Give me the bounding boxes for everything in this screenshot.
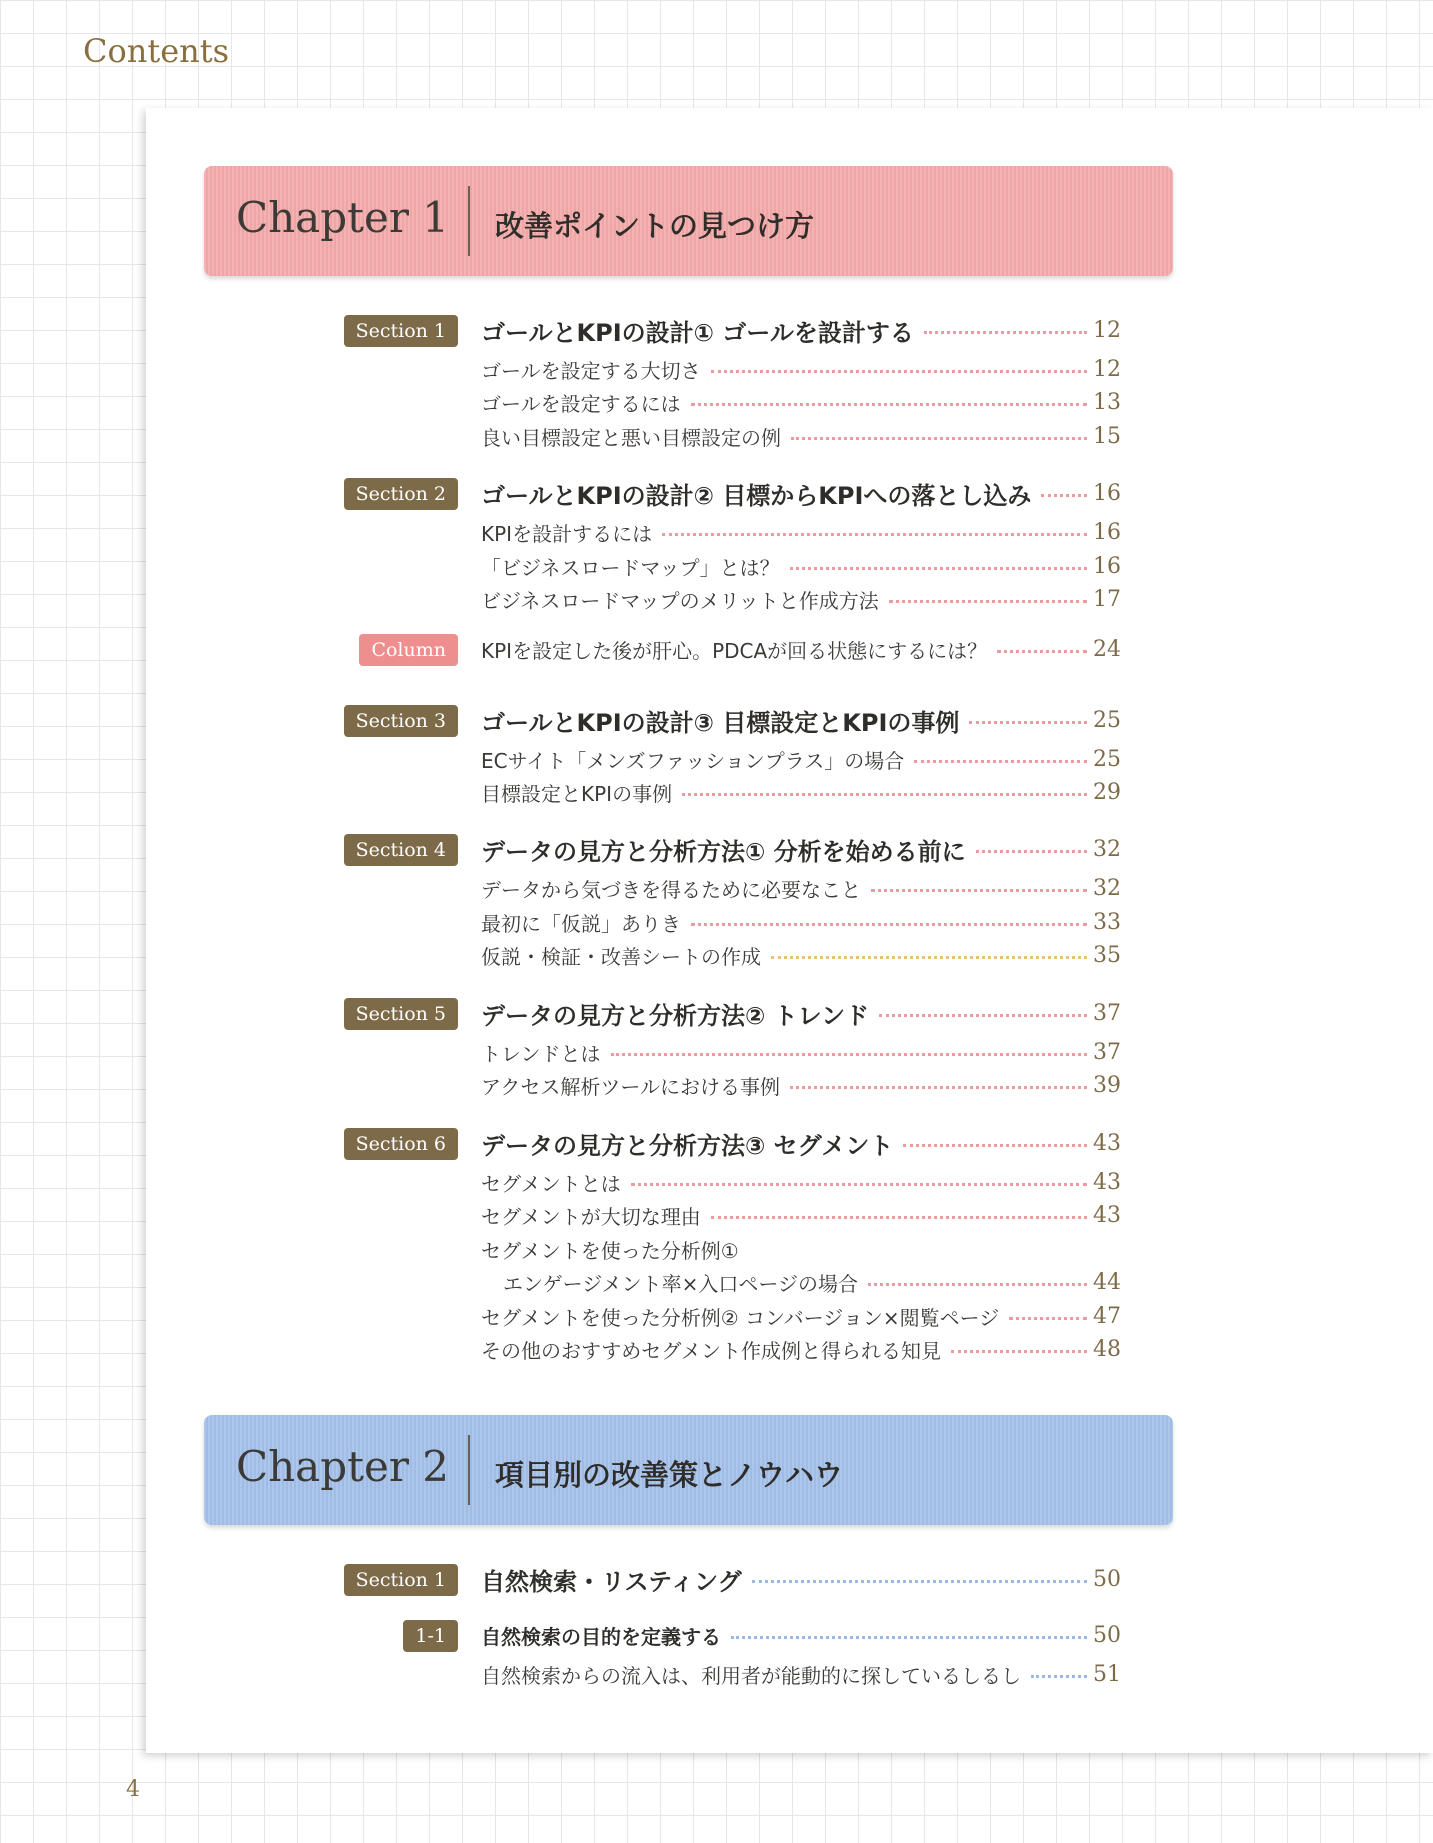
column-badge: Column bbox=[359, 634, 458, 666]
chapter-1-number: Chapter 1 bbox=[236, 193, 449, 242]
subsection-badge: 1-1 bbox=[403, 1620, 458, 1652]
dot-leader bbox=[976, 850, 1087, 853]
dot-leader bbox=[662, 533, 1087, 536]
dot-leader bbox=[790, 1086, 1087, 1089]
page-number: 50 bbox=[1093, 1622, 1121, 1648]
toc-entry[interactable] bbox=[481, 870, 1121, 906]
toc-entry[interactable] bbox=[481, 1331, 1121, 1367]
dot-leader bbox=[1041, 494, 1087, 497]
page-number: 13 bbox=[1093, 389, 1121, 415]
entry-title: ゴールを設定するには bbox=[481, 391, 681, 416]
page-number-footer: 4 bbox=[126, 1777, 140, 1802]
dot-leader bbox=[879, 1014, 1087, 1017]
toc-entry[interactable] bbox=[481, 548, 1121, 584]
entry-title: 「ビジネスロードマップ」とは？ bbox=[481, 555, 780, 580]
page-number: 37 bbox=[1093, 1000, 1121, 1026]
dot-leader bbox=[682, 793, 1087, 796]
toc-entry[interactable] bbox=[481, 741, 1121, 777]
entry-title: ゴールとKPIの設計③ 目標設定とKPIの事例 bbox=[481, 708, 960, 737]
page-number: 12 bbox=[1093, 356, 1121, 382]
section-badge: Section 6 bbox=[344, 1128, 458, 1160]
page-number: 43 bbox=[1093, 1169, 1121, 1195]
section-badge: Section 1 bbox=[344, 315, 458, 347]
dot-leader bbox=[752, 1580, 1087, 1583]
entry-title: セグメントを使った分析例① bbox=[481, 1238, 739, 1263]
dot-leader bbox=[631, 1183, 1087, 1186]
page-number: 25 bbox=[1093, 746, 1121, 772]
entry-title: セグメントが大切な理由 bbox=[481, 1204, 701, 1229]
toc-section-entry[interactable] bbox=[481, 1125, 1121, 1161]
dot-leader bbox=[868, 1283, 1087, 1286]
section-badge: Section 1 bbox=[344, 1564, 458, 1596]
toc-entry[interactable] bbox=[481, 937, 1121, 973]
page-number: 29 bbox=[1093, 779, 1121, 805]
page-number: 16 bbox=[1093, 480, 1121, 506]
entry-title: KPIを設計するには bbox=[481, 521, 653, 546]
toc-entry[interactable] bbox=[481, 418, 1121, 454]
toc-entry[interactable] bbox=[481, 514, 1121, 550]
toc-entry[interactable] bbox=[481, 774, 1121, 810]
toc-entry[interactable] bbox=[481, 1264, 1121, 1300]
entry-title: エンゲージメント率×入口ページの場合 bbox=[503, 1271, 858, 1296]
section-badge: Section 4 bbox=[344, 834, 458, 866]
toc-section-entry[interactable] bbox=[481, 831, 1121, 867]
entry-title: ゴールを設定する大切さ bbox=[481, 358, 701, 383]
page-number: 25 bbox=[1093, 707, 1121, 733]
section-badge: Section 3 bbox=[344, 705, 458, 737]
dot-leader bbox=[924, 331, 1087, 334]
page-number: 16 bbox=[1093, 519, 1121, 545]
chapter-2-title: 項目別の改善策とノウハウ bbox=[495, 1458, 844, 1492]
entry-title: 良い目標設定と悪い目標設定の例 bbox=[481, 425, 781, 450]
page-number: 37 bbox=[1093, 1039, 1121, 1065]
dot-leader bbox=[611, 1053, 1088, 1056]
dot-leader bbox=[914, 760, 1087, 763]
toc-entry[interactable] bbox=[481, 1067, 1121, 1103]
page-number: 51 bbox=[1093, 1661, 1121, 1687]
dot-leader bbox=[951, 1350, 1087, 1353]
toc-section-entry[interactable] bbox=[481, 475, 1121, 511]
chapter-1-banner bbox=[204, 166, 1173, 276]
dot-leader bbox=[711, 1216, 1087, 1219]
entry-title: セグメントを使った分析例② コンバージョン×閲覧ページ bbox=[481, 1305, 1000, 1330]
dot-leader bbox=[871, 889, 1087, 892]
dot-leader bbox=[731, 1636, 1087, 1639]
toc-entry[interactable] bbox=[481, 1034, 1121, 1070]
page-number: 47 bbox=[1093, 1303, 1121, 1329]
entry-title: データの見方と分析方法③ セグメント bbox=[481, 1131, 894, 1160]
section-badge: Section 5 bbox=[344, 998, 458, 1030]
entry-title: 目標設定とKPIの事例 bbox=[481, 781, 673, 806]
entry-title: トレンドとは bbox=[481, 1041, 601, 1066]
toc-section-entry[interactable] bbox=[481, 702, 1121, 738]
dot-leader bbox=[790, 567, 1087, 570]
toc-column-entry[interactable] bbox=[481, 631, 1121, 667]
entry-title: その他のおすすめセグメント作成例と得られる知見 bbox=[481, 1338, 941, 1363]
page-number: 48 bbox=[1093, 1336, 1121, 1362]
chapter-2-number: Chapter 2 bbox=[236, 1442, 449, 1491]
toc-section-entry[interactable] bbox=[481, 1561, 1121, 1597]
entry-title: ゴールとKPIの設計② 目標からKPIへの落とし込み bbox=[481, 481, 1032, 510]
dot-leader bbox=[969, 721, 1087, 724]
page-number: 12 bbox=[1093, 317, 1121, 343]
toc-entry[interactable] bbox=[481, 581, 1121, 617]
entry-title: 最初に「仮説」ありき bbox=[481, 911, 681, 936]
dot-leader bbox=[1009, 1317, 1087, 1320]
toc-entry[interactable] bbox=[481, 904, 1121, 940]
toc-entry[interactable] bbox=[481, 1197, 1121, 1233]
toc-entry[interactable] bbox=[481, 384, 1121, 420]
entry-title: セグメントとは bbox=[481, 1171, 621, 1196]
entry-title: KPIを設定した後が肝心。PDCAが回る状態にするには？ bbox=[481, 638, 988, 663]
page-header-title: Contents bbox=[83, 32, 230, 70]
page-number: 43 bbox=[1093, 1130, 1121, 1156]
toc-entry[interactable] bbox=[481, 1164, 1121, 1200]
entry-title: ビジネスロードマップのメリットと作成方法 bbox=[481, 588, 879, 613]
contents-sheet bbox=[146, 108, 1433, 1753]
chapter-divider bbox=[468, 1435, 470, 1505]
dot-leader bbox=[1031, 1675, 1087, 1678]
toc-subsection-entry[interactable] bbox=[481, 1617, 1121, 1653]
dot-leader bbox=[903, 1144, 1087, 1147]
entry-title: 自然検索の目的を定義する bbox=[481, 1624, 721, 1649]
page-number: 16 bbox=[1093, 553, 1121, 579]
toc-section-entry[interactable] bbox=[481, 312, 1121, 348]
entry-title: データの見方と分析方法② トレンド bbox=[481, 1001, 870, 1030]
page-number: 35 bbox=[1093, 942, 1121, 968]
section-badge: Section 2 bbox=[344, 478, 458, 510]
entry-title: アクセス解析ツールにおける事例 bbox=[481, 1074, 780, 1099]
chapter-divider bbox=[468, 186, 470, 256]
page-number: 44 bbox=[1093, 1269, 1121, 1295]
entry-title: データから気づきを得るために必要なこと bbox=[481, 877, 861, 902]
entry-title: ゴールとKPIの設計① ゴールを設計する bbox=[481, 318, 914, 347]
entry-title: 自然検索からの流入は、利用者が能動的に探しているしるし bbox=[481, 1663, 1021, 1688]
dot-leader bbox=[791, 437, 1087, 440]
page-number: 32 bbox=[1093, 836, 1121, 862]
toc-entry[interactable] bbox=[481, 1656, 1121, 1692]
dot-leader bbox=[691, 403, 1087, 406]
entry-title: 自然検索・リスティング bbox=[481, 1567, 742, 1596]
entry-title: ECサイト「メンズファッションプラス」の場合 bbox=[481, 748, 905, 773]
chapter-2-banner bbox=[204, 1415, 1173, 1525]
dot-leader bbox=[889, 600, 1087, 603]
page-number: 50 bbox=[1093, 1566, 1121, 1592]
entry-title: データの見方と分析方法① 分析を始める前に bbox=[481, 837, 966, 866]
toc-entry[interactable] bbox=[481, 1298, 1121, 1334]
page-number: 15 bbox=[1093, 423, 1121, 449]
toc-entry[interactable] bbox=[481, 351, 1121, 387]
toc-entry[interactable] bbox=[481, 1231, 1121, 1267]
page-number: 33 bbox=[1093, 909, 1121, 935]
page-number: 43 bbox=[1093, 1202, 1121, 1228]
dot-leader bbox=[691, 923, 1087, 926]
chapter-1-title: 改善ポイントの見つけ方 bbox=[495, 209, 815, 243]
page-number: 17 bbox=[1093, 586, 1121, 612]
dot-leader bbox=[771, 956, 1087, 959]
dot-leader bbox=[711, 370, 1087, 373]
page-number: 24 bbox=[1093, 636, 1121, 662]
entry-title: 仮説・検証・改善シートの作成 bbox=[481, 944, 761, 969]
toc-section-entry[interactable] bbox=[481, 995, 1121, 1031]
page-number: 39 bbox=[1093, 1072, 1121, 1098]
dot-leader bbox=[997, 650, 1087, 653]
page-number: 32 bbox=[1093, 875, 1121, 901]
